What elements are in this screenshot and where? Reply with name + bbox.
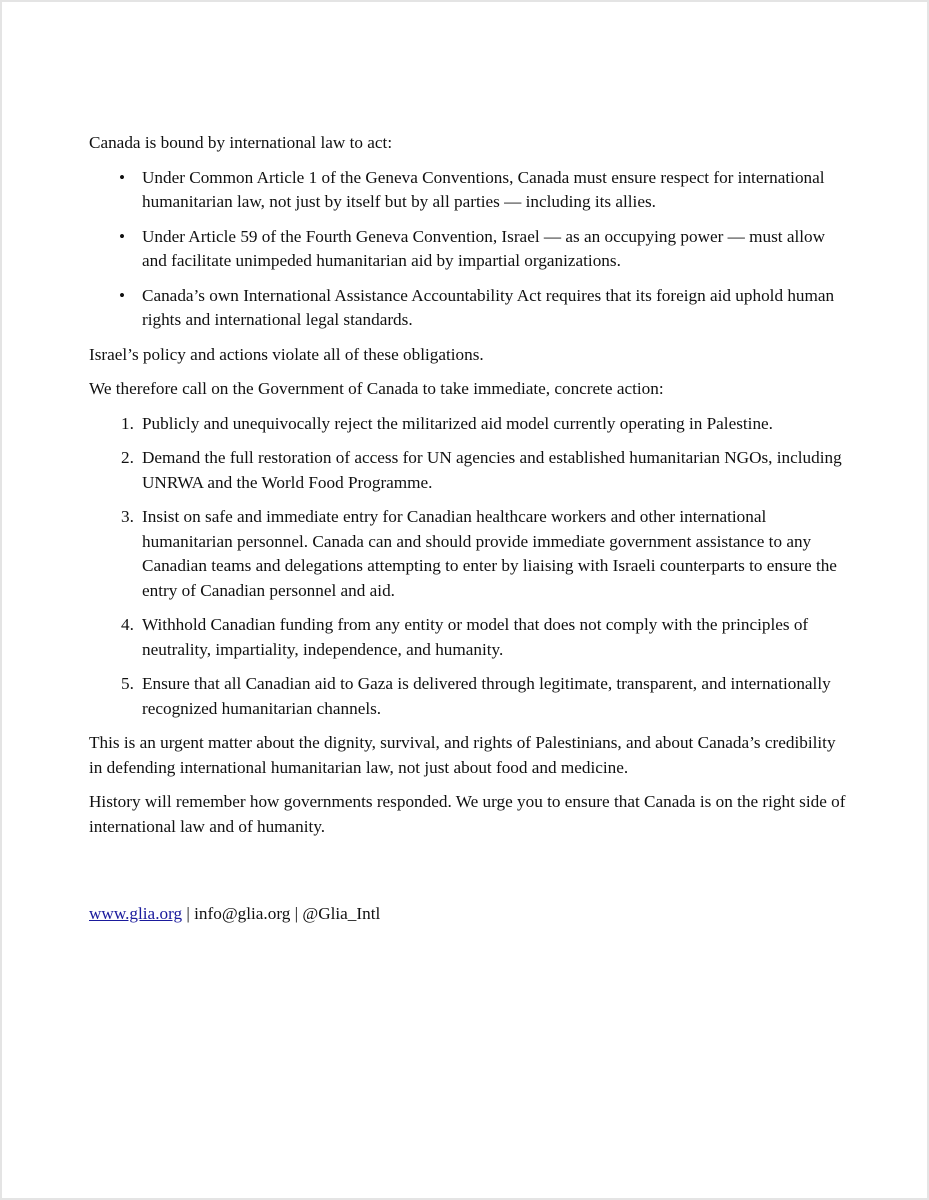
list-number: 4. [121,615,134,634]
intro-paragraph: Canada is bound by international law to act: [89,133,393,152]
list-number: 3. [121,507,134,526]
list-item [89,672,849,721]
obligation-text: Under Common Article 1 of the Geneva Conventions, Canada must ensure respect for international humanitarian law, not just by itself but by all parties — including its allies. [142,167,825,211]
violation-paragraph: Israel’s policy and actions violate all of these obligations. [89,344,484,364]
bullet-icon: • [119,226,126,246]
footer-separator: | [186,904,190,923]
actions-list [89,412,849,722]
list-number: 1. [121,413,134,433]
contact-footer [89,902,380,927]
social-handle: @Glia_Intl [302,904,381,923]
urgent-paragraph: This is an urgent matter about the dignity, survival, and rights of Palestinians, and about Canada’s credibility in defending international humanitarian law, not just about food and medicine. [89,733,836,777]
list-number: 2. [121,448,134,467]
bullet-icon: • [119,285,126,305]
obligation-text: Canada’s own International Assistance Accountability Act requires that its foreign aid uphold human rights and international legal standards. [142,285,835,329]
action-text: Publicly and unequivocally reject the militarized aid model currently operating in Palestine. [142,413,773,433]
bullet-icon: • [119,167,126,187]
list-item [89,284,849,333]
action-text: Ensure that all Canadian aid to Gaza is delivered through legitimate, transparent, and internationally recognized humanitarian channels. [142,674,831,718]
list-item [89,505,849,603]
list-item [89,613,849,662]
action-text: Demand the full restoration of access for UN agencies and established humanitarian NGOs, including UNRWA and the World Food Programme. [142,448,842,492]
action-text: Insist on safe and immediate entry for Canadian healthcare workers and other international humanitarian personnel. Canada can and should provide immediate government assistance to any Canadian teams and delegations attempting to enter by liaising with Israeli counterparts to ensure the entry of Canadian personnel and aid. [142,507,837,600]
closing-paragraph: History will remember how governments responded. We urge you to ensure that Canada is on the right side of international law and of humanity. [89,792,846,836]
action-text: Withhold Canadian funding from any entity or model that does not comply with the principles of neutrality, impartiality, independence, and humanity. [142,615,809,659]
list-item [89,166,849,215]
call-intro-paragraph: We therefore call on the Government of Canada to take immediate, concrete action: [89,379,664,398]
website-link[interactable]: www.glia.org [89,904,183,923]
email-text: info@glia.org [194,904,291,923]
list-item [89,225,849,274]
obligation-text: Under Article 59 of the Fourth Geneva Convention, Israel — as an occupying power — must allow and facilitate unimpeded humanitarian aid by impartial organizations. [142,226,826,270]
letter-body [89,131,849,849]
list-item [89,412,849,437]
list-number: 5. [121,674,134,693]
footer-separator: | [294,904,299,923]
list-item [89,446,849,495]
obligations-list [89,166,849,333]
